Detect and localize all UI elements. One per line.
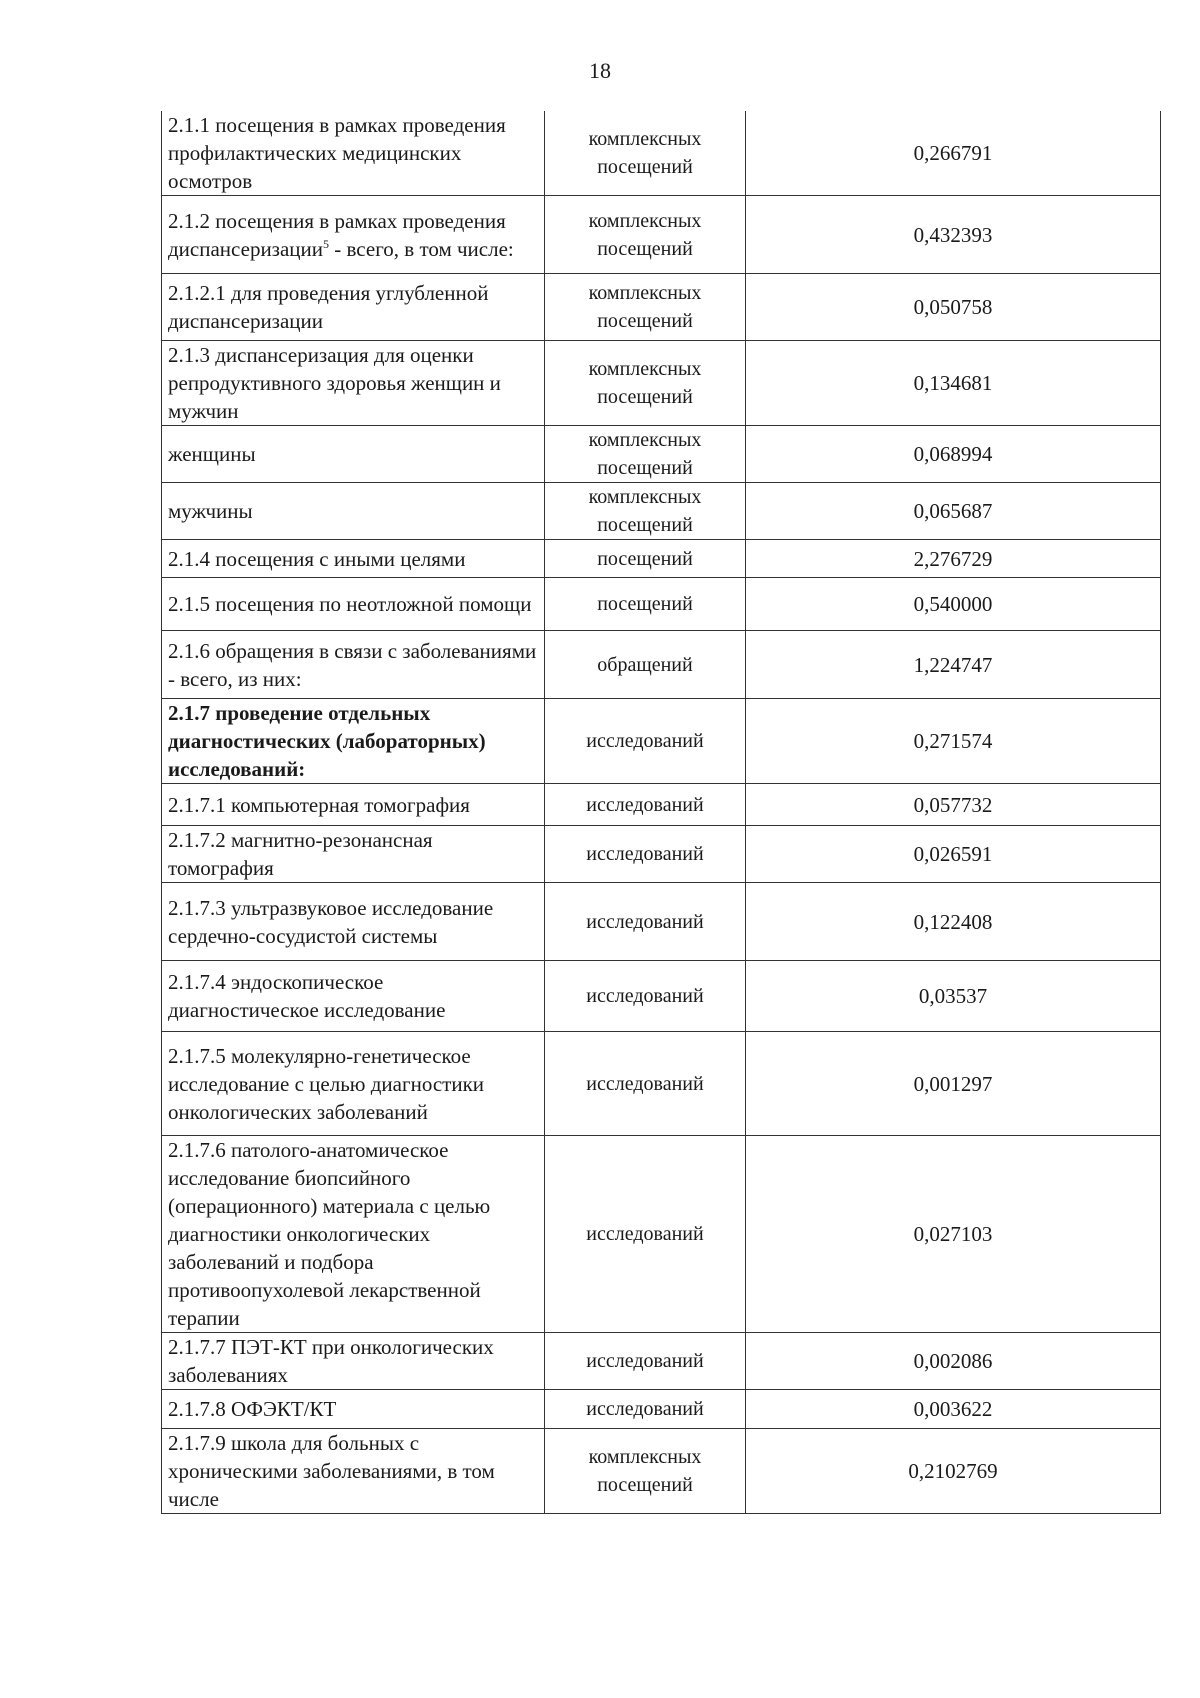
indicator-name: 2.1.7.9 школа для больных с хроническими заболеваниями, в том числе <box>168 1431 495 1511</box>
indicator-name: 2.1.7 проведение отдельных диагностических (лабораторных) исследований: <box>168 701 486 781</box>
indicator-name: 2.1.2 посещения в рамках проведения диспансеризации <box>168 208 506 261</box>
indicator-name: 2.1.7.6 патолого-анатомическое исследование биопсийного (операционного) материала с целью диагностики онкологических заболеваний и подбора противоопухолевой лекарственной терапии <box>168 1138 491 1330</box>
table-row <box>162 961 1161 1032</box>
value-cell: 2,276729 <box>746 540 1161 578</box>
indicator-name-suffix: - всего, в том числе: <box>329 236 514 261</box>
table-row <box>162 196 1161 274</box>
unit-cell: исследований <box>545 1032 746 1136</box>
unit-cell: исследований <box>545 1390 746 1429</box>
unit-cell: комплексных посещений <box>545 111 746 196</box>
table-row <box>162 426 1161 483</box>
unit-cell: обращений <box>545 631 746 699</box>
indicator-name: 2.1.7.4 эндоскопическое диагностическое исследование <box>168 970 446 1022</box>
table-row <box>162 274 1161 341</box>
indicator-name: 2.1.7.7 ПЭТ-КТ при онкологических заболеваниях <box>168 1335 494 1387</box>
value-cell: 0,057732 <box>746 784 1161 826</box>
value-cell: 0,001297 <box>746 1032 1161 1136</box>
table-row <box>162 1390 1161 1429</box>
unit-cell: комплексных посещений <box>545 426 746 483</box>
value-cell: 0,065687 <box>746 483 1161 540</box>
unit-cell: посещений <box>545 578 746 631</box>
table-row <box>162 1136 1161 1333</box>
unit-cell: исследований <box>545 784 746 826</box>
indicator-name-cell <box>162 274 545 341</box>
table-row <box>162 1429 1161 1514</box>
indicator-name: 2.1.6 обращения в связи с заболеваниями - всего, из них: <box>168 638 537 691</box>
unit-cell: посещений <box>545 540 746 578</box>
table-row <box>162 341 1161 426</box>
indicator-name-cell <box>162 540 545 578</box>
indicator-name-cell <box>162 1390 545 1429</box>
table-row <box>162 111 1161 196</box>
indicator-name: 2.1.7.3 ультразвуковое исследование сердечно-сосудистой системы <box>168 895 494 948</box>
table-row <box>162 1032 1161 1136</box>
table-row <box>162 483 1161 540</box>
table-row <box>162 1333 1161 1390</box>
table-row <box>162 784 1161 826</box>
value-cell: 0,134681 <box>746 341 1161 426</box>
indicator-name-cell <box>162 961 545 1032</box>
value-cell: 0,068994 <box>746 426 1161 483</box>
indicator-name-cell <box>162 426 545 483</box>
unit-cell: исследований <box>545 826 746 883</box>
footnote-marker: 5 <box>323 236 330 251</box>
indicator-name: 2.1.7.5 молекулярно-генетическое исследование с целью диагностики онкологических заболеваний <box>168 1043 485 1124</box>
value-cell: 0,050758 <box>746 274 1161 341</box>
value-cell: 1,224747 <box>746 631 1161 699</box>
unit-cell: комплексных посещений <box>545 341 746 426</box>
indicator-name-cell <box>162 883 545 961</box>
table-row <box>162 826 1161 883</box>
table-row <box>162 540 1161 578</box>
value-cell: 0,271574 <box>746 699 1161 784</box>
indicator-name-cell <box>162 1032 545 1136</box>
unit-cell: исследований <box>545 1333 746 1390</box>
table-row <box>162 578 1161 631</box>
indicator-name: 2.1.3 диспансеризация для оценки репродуктивного здоровья женщин и мужчин <box>168 343 501 423</box>
value-cell: 0,122408 <box>746 883 1161 961</box>
unit-cell: исследований <box>545 1136 746 1333</box>
indicator-name-cell <box>162 341 545 426</box>
indicator-name: 2.1.7.1 компьютерная томография <box>168 792 470 817</box>
indicator-name-cell <box>162 111 545 196</box>
value-cell: 0,026591 <box>746 826 1161 883</box>
table-row <box>162 631 1161 699</box>
unit-cell: исследований <box>545 883 746 961</box>
unit-cell: исследований <box>545 699 746 784</box>
unit-cell: комплексных посещений <box>545 1429 746 1514</box>
indicator-name-cell <box>162 1333 545 1390</box>
indicator-name: мужчины <box>168 499 253 523</box>
value-cell: 0,2102769 <box>746 1429 1161 1514</box>
indicator-name: 2.1.7.8 ОФЭКТ/КТ <box>168 1397 337 1421</box>
indicator-name-cell <box>162 699 545 784</box>
indicator-name-cell <box>162 826 545 883</box>
table-row <box>162 883 1161 961</box>
value-cell: 0,540000 <box>746 578 1161 631</box>
value-cell: 0,027103 <box>746 1136 1161 1333</box>
indicator-name: 2.1.7.2 магнитно-резонансная томография <box>168 828 433 880</box>
unit-cell: исследований <box>545 961 746 1032</box>
indicator-name-cell <box>162 483 545 540</box>
indicator-name: женщины <box>168 442 256 466</box>
indicator-name-cell <box>162 784 545 826</box>
unit-cell: комплексных посещений <box>545 274 746 341</box>
value-cell: 0,003622 <box>746 1390 1161 1429</box>
indicator-name-cell <box>162 196 545 274</box>
indicator-name-cell <box>162 631 545 699</box>
value-cell: 0,266791 <box>746 111 1161 196</box>
indicator-name-cell <box>162 1429 545 1514</box>
indicator-name: 2.1.2.1 для проведения углубленной диспансеризации <box>168 281 489 333</box>
table-body <box>162 111 1161 1514</box>
value-cell: 0,002086 <box>746 1333 1161 1390</box>
value-cell: 0,432393 <box>746 196 1161 274</box>
indicator-name-cell <box>162 578 545 631</box>
indicator-name: 2.1.4 посещения с иными целями <box>168 546 466 571</box>
indicators-table <box>161 111 1161 1514</box>
value-cell: 0,03537 <box>746 961 1161 1032</box>
indicator-name: 2.1.5 посещения по неотложной помощи <box>168 592 532 616</box>
page-number: 18 <box>589 58 611 83</box>
table-row <box>162 699 1161 784</box>
unit-cell: комплексных посещений <box>545 483 746 540</box>
unit-cell: комплексных посещений <box>545 196 746 274</box>
indicator-name-cell <box>162 1136 545 1333</box>
indicator-name: 2.1.1 посещения в рамках проведения профилактических медицинских осмотров <box>168 113 506 193</box>
